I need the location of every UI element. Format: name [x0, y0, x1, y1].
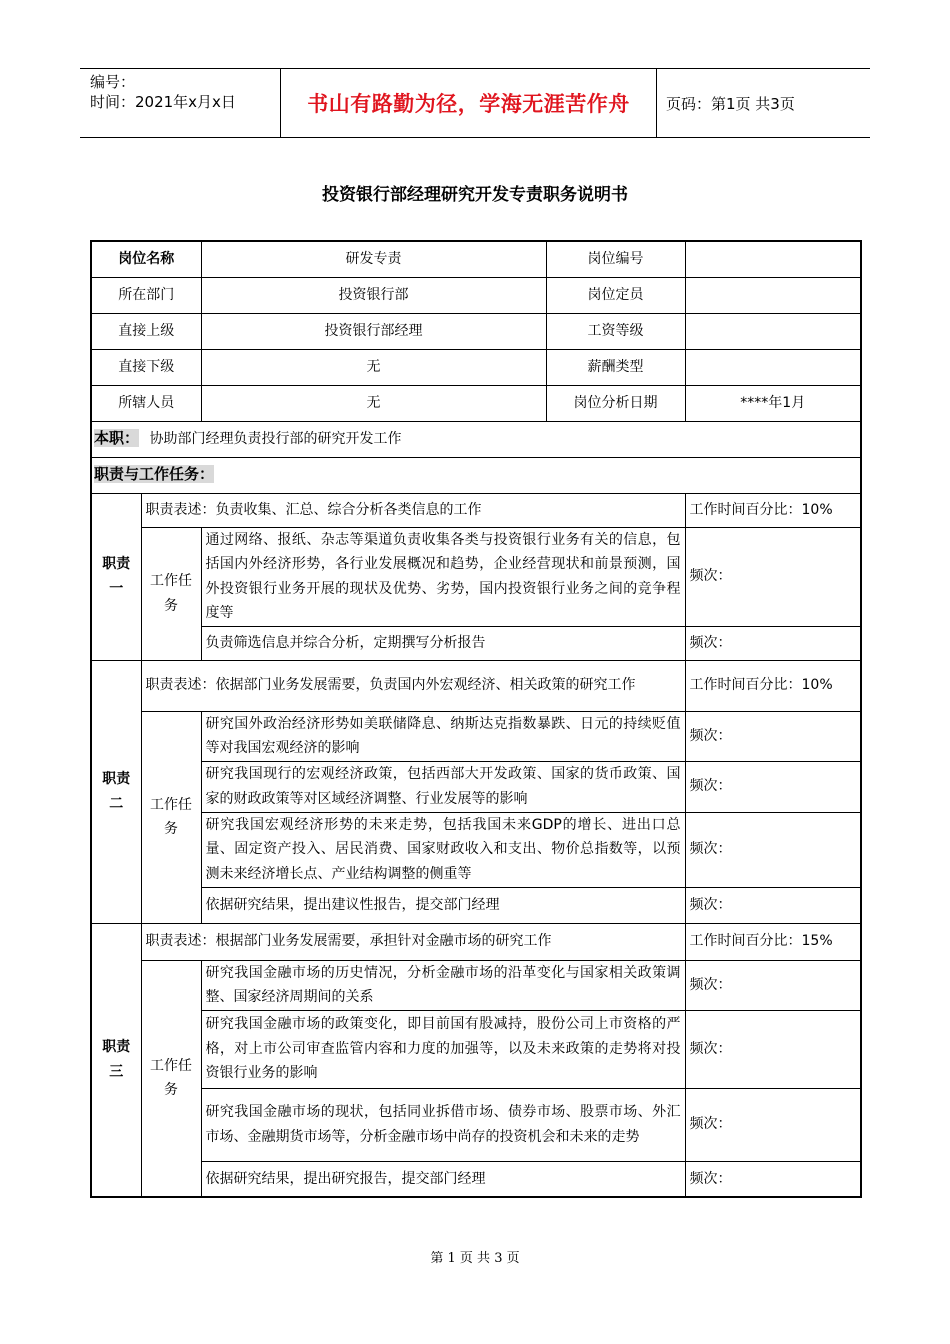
work-tasks-label: 工作任务 [141, 711, 201, 923]
document-date: 时间：2021年x月x日 [90, 93, 236, 111]
duty-1-task-1: 通过网络、报纸、杂志等渠道负责收集各类与投资银行业务有关的信息，包括国内外经济形势，各行业发展概况和趋势，企业经营现状和前景预测，国外投资银行业务开展的现状及优势、劣势，国内投资银行业务之间的竞争程度等 [201, 527, 685, 626]
duty-2-task-3: 研究我国宏观经济形势的未来走势，包括我国未来GDP的增长、进出口总量、固定资产投入、居民消费、国家财政收入和支出、物价总指数等，以预测未来经济增长点、产业结构调整的侧重等 [201, 812, 685, 887]
role-text: 协助部门经理负责投行部的研究开发工作 [149, 431, 402, 448]
duty-3-label: 职责三 [91, 923, 141, 1197]
info-row [91, 313, 861, 349]
duty-statement-row [91, 493, 861, 527]
info-row [91, 277, 861, 313]
position-code-label: 岗位编号 [546, 241, 685, 277]
work-tasks-label: 工作任务 [141, 960, 201, 1197]
duty-3-percent: 工作时间百分比：15% [685, 923, 861, 960]
duties-heading: 职责与工作任务： [94, 465, 215, 484]
direct-subordinate-value: 无 [201, 349, 546, 385]
document-number: 编号： [90, 73, 136, 91]
department-value: 投资银行部 [201, 277, 546, 313]
task-row [91, 1088, 861, 1161]
duty-2-task-4-frequency: 频次： [685, 887, 861, 923]
duty-1-label: 职责一 [91, 493, 141, 660]
analysis-date-value: ****年1月 [685, 385, 861, 421]
task-row [91, 960, 861, 1010]
header-slogan: 书山有路勤为径，学海无涯苦作舟 [280, 69, 657, 137]
duty-2-statement: 职责表述：依据部门业务发展需要，负责国内外宏观经济、相关政策的研究工作 [141, 660, 685, 711]
duty-statement-row [91, 660, 861, 711]
position-code-value [685, 241, 861, 277]
pay-type-label: 薪酬类型 [546, 349, 685, 385]
info-row [91, 349, 861, 385]
department-label: 所在部门 [91, 277, 201, 313]
info-row [91, 241, 861, 277]
duty-2-task-3-frequency: 频次： [685, 812, 861, 887]
direct-subordinate-label: 直接下级 [91, 349, 201, 385]
position-name-label: 岗位名称 [91, 241, 201, 277]
info-row [91, 385, 861, 421]
task-row [91, 887, 861, 923]
task-row [91, 711, 861, 761]
task-row [91, 626, 861, 660]
duty-2-task-4: 依据研究结果，提出建议性报告，提交部门经理 [201, 887, 685, 923]
role-row [91, 421, 861, 457]
duty-3-task-2-frequency: 频次： [685, 1010, 861, 1088]
duty-2-task-2-frequency: 频次： [685, 761, 861, 812]
task-row [91, 1010, 861, 1088]
document-title: 投资银行部经理研究开发专责职务说明书 [322, 185, 628, 205]
task-row [91, 527, 861, 626]
task-row [91, 1161, 861, 1197]
headcount-label: 岗位定员 [546, 277, 685, 313]
direct-superior-label: 直接上级 [91, 313, 201, 349]
duties-heading-row [91, 457, 861, 493]
salary-grade-label: 工资等级 [546, 313, 685, 349]
position-name-value: 研发专责 [201, 241, 546, 277]
pay-type-value [685, 349, 861, 385]
duty-2-task-1-frequency: 频次： [685, 711, 861, 761]
duty-2-label: 职责二 [91, 660, 141, 923]
staff-label: 所辖人员 [91, 385, 201, 421]
duty-3-task-1-frequency: 频次： [685, 960, 861, 1010]
analysis-date-label: 岗位分析日期 [546, 385, 685, 421]
duty-2-task-2: 研究我国现行的宏观经济政策，包括西部大开发政策、国家的货币政策、国家的财政政策等对区域经济调整、行业发展等的影响 [201, 761, 685, 812]
work-tasks-label: 工作任务 [141, 527, 201, 660]
duty-3-task-1: 研究我国金融市场的历史情况，分析金融市场的沿革变化与国家相关政策调整、国家经济周期间的关系 [201, 960, 685, 1010]
headcount-value [685, 277, 861, 313]
duty-3-task-3-frequency: 频次： [685, 1088, 861, 1161]
role-label: 本职： [94, 429, 140, 448]
duty-2-percent: 工作时间百分比：10% [685, 660, 861, 711]
duty-statement-row [91, 923, 861, 960]
salary-grade-value [685, 313, 861, 349]
staff-value: 无 [201, 385, 546, 421]
duty-3-task-2: 研究我国金融市场的政策变化，即目前国有股减持，股份公司上市资格的严格，对上市公司审查监管内容和力度的加强等，以及未来政策的走势将对投资银行业务的影响 [201, 1010, 685, 1088]
duty-1-task-1-frequency: 频次： [685, 527, 861, 626]
job-description-table [90, 240, 862, 1198]
header-page-number: 页码：第1页 共3页 [666, 94, 795, 113]
duty-1-task-2: 负责筛选信息并综合分析，定期撰写分析报告 [201, 626, 685, 660]
page-header [80, 68, 870, 138]
direct-superior-value: 投资银行部经理 [201, 313, 546, 349]
page-footer: 第 1 页 共 3 页 [430, 1251, 520, 1266]
duty-1-statement: 职责表述：负责收集、汇总、综合分析各类信息的工作 [141, 493, 685, 527]
header-meta [80, 69, 280, 137]
task-row [91, 812, 861, 887]
duty-2-task-1: 研究国外政治经济形势如美联储降息、纳斯达克指数暴跌、日元的持续贬值等对我国宏观经济的影响 [201, 711, 685, 761]
duty-3-task-3: 研究我国金融市场的现状，包括同业拆借市场、债券市场、股票市场、外汇市场、金融期货市场等，分析金融市场中尚存的投资机会和未来的走势 [201, 1088, 685, 1161]
duty-1-task-2-frequency: 频次： [685, 626, 861, 660]
duty-3-task-4: 依据研究结果，提出研究报告，提交部门经理 [201, 1161, 685, 1197]
task-row [91, 761, 861, 812]
duty-3-statement: 职责表述：根据部门业务发展需要，承担针对金融市场的研究工作 [141, 923, 685, 960]
duty-3-task-4-frequency: 频次： [685, 1161, 861, 1197]
duty-1-percent: 工作时间百分比：10% [685, 493, 861, 527]
